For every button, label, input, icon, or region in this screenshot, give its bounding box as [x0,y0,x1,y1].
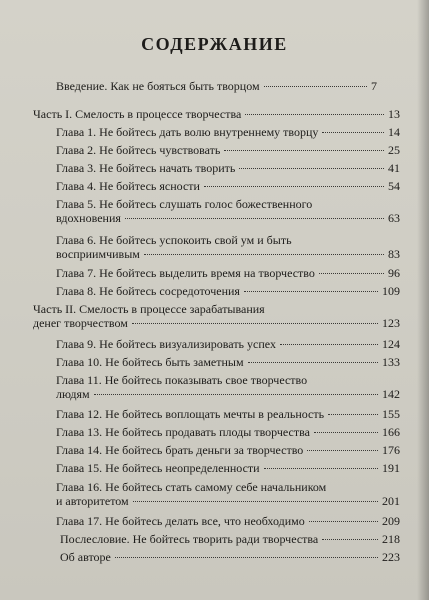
dot-leader [132,323,378,324]
page-number: 166 [382,425,400,439]
toc-entry [56,161,400,175]
toc-entry [56,373,400,401]
toc-entry-title: Введение. Как не бояться быть творцом [56,79,260,93]
toc-entry-title: Глава 10. Не бойтесь быть заметным [56,355,244,369]
toc-entry-row [56,425,400,439]
dot-leader [264,468,378,469]
toc-entry-title: и авторитетом [56,494,129,508]
toc-entry [56,143,400,157]
toc-entry-title-line: Глава 6. Не бойтесь успокоить свой ум и быть [56,233,292,247]
toc-entry-title: Глава 13. Не бойтесь продавать плоды творчества [56,425,310,439]
toc-entry-title-line: Глава 11. Не бойтесь показывать свое творчество [56,373,308,387]
page-number: 54 [388,179,400,193]
toc-entry-row [60,550,400,564]
toc-entry-row [56,125,400,139]
toc-entry-row [56,143,400,157]
toc-entry [56,337,400,351]
toc-entry [56,233,400,261]
toc-entry [56,355,400,369]
toc-entry-row [56,211,400,225]
toc-entry-title-line: Глава 5. Не бойтесь слушать голос божественного [56,197,313,211]
page-number: 63 [388,211,400,225]
toc-entry [56,125,400,139]
contents-heading: СОДЕРЖАНИЕ [141,34,288,54]
toc-entry-row [56,407,400,421]
toc-entry-row [56,461,400,475]
toc-entry-title: Часть I. Смелость в процессе творчества [33,107,242,121]
toc-entry [56,79,377,93]
dot-leader [314,432,378,433]
dot-leader [144,254,384,255]
toc-entry [33,302,400,330]
toc-entry-row [56,443,400,457]
toc-entry [60,550,400,564]
page-number: 123 [382,316,400,330]
dot-leader [115,557,378,558]
toc-entry [56,425,400,439]
toc-entry-title: Глава 3. Не бойтесь начать творить [56,161,236,175]
page-number: 218 [382,532,400,546]
toc-entry-title: Глава 9. Не бойтесь визуализировать успех [56,337,276,351]
toc-entry [56,514,400,528]
page-number: 41 [388,161,400,175]
toc-entry-row [33,107,400,121]
toc-entry-title: Глава 8. Не бойтесь сосредоточения [56,284,240,298]
dot-leader [328,414,378,415]
toc-entry-title: Об авторе [60,550,111,564]
toc-entry-row [56,79,377,93]
toc-entry-row [56,161,400,175]
page-number: 155 [382,407,400,421]
toc-entry-title: Глава 1. Не бойтесь дать волю внутреннему творцу [56,125,319,139]
toc-entry-title: восприимчивым [56,247,140,261]
toc-entry [56,480,400,508]
toc-entry-title: людям [56,387,90,401]
toc-entry-title: Глава 14. Не бойтесь брать деньги за творчество [56,443,304,457]
page-number: 25 [388,143,400,157]
toc-entry-row [56,355,400,369]
page-number: 176 [382,443,400,457]
page-number: 209 [382,514,400,528]
dot-leader [309,521,378,522]
dot-leader [239,168,384,169]
page-number: 191 [382,461,400,475]
toc-entry-row [56,266,400,280]
toc-entry-row [33,316,400,330]
page-number: 83 [388,247,400,261]
page-number: 223 [382,550,400,564]
toc-entry [33,107,400,121]
page-number: 13 [388,107,400,121]
toc-entry-title: Глава 15. Не бойтесь неопределенности [56,461,260,475]
toc-entry [56,443,400,457]
dot-leader [248,362,378,363]
toc-entry-title: вдохновения [56,211,121,225]
page-number: 109 [382,284,400,298]
toc-entry-row [56,337,400,351]
toc-entry-row [56,514,400,528]
toc-entry-title: Глава 2. Не бойтесь чувствовать [56,143,221,157]
dot-leader [322,539,378,540]
dot-leader [322,132,384,133]
dot-leader [280,344,378,345]
toc-entry-title-line: Глава 16. Не бойтесь стать самому себе начальником [56,480,327,494]
page-number: 7 [371,79,377,93]
toc-entry-title: Глава 7. Не бойтесь выделить время на творчество [56,266,315,280]
dot-leader [133,501,378,502]
toc-entry-title: Глава 17. Не бойтесь делать все, что необходимо [56,514,305,528]
toc-entry [56,461,400,475]
dot-leader [224,150,384,151]
toc-entry-row [56,284,400,298]
toc-entry [56,179,400,193]
toc-entry [56,407,400,421]
toc-entry-row [56,179,400,193]
toc-entry-row [56,247,400,261]
toc-entry-title-line: Часть II. Смелость в процессе зарабатывания [33,302,265,316]
dot-leader [264,86,367,87]
page-number: 14 [388,125,400,139]
dot-leader [244,291,378,292]
page-number: 201 [382,494,400,508]
page-number: 133 [382,355,400,369]
toc-entry-title: Глава 4. Не бойтесь ясности [56,179,200,193]
toc-entry [56,197,400,225]
toc-entry-row [56,494,400,508]
dot-leader [245,114,384,115]
page-number: 142 [382,387,400,401]
toc-entry-title: Глава 12. Не бойтесь воплощать мечты в реальность [56,407,325,421]
toc-entry [60,532,400,546]
dot-leader [307,450,378,451]
toc-entry-row [60,532,400,546]
dot-leader [94,394,378,395]
page-number: 124 [382,337,400,351]
toc-entry-title: денег творчеством [33,316,128,330]
page-number: 96 [388,266,400,280]
toc-entry [56,284,400,298]
toc-entry [56,266,400,280]
toc-entry-row [56,387,400,401]
dot-leader [204,186,384,187]
toc-entry-title: Послесловие. Не бойтесь творить ради творчества [60,532,319,546]
dot-leader [319,273,384,274]
dot-leader [125,218,384,219]
